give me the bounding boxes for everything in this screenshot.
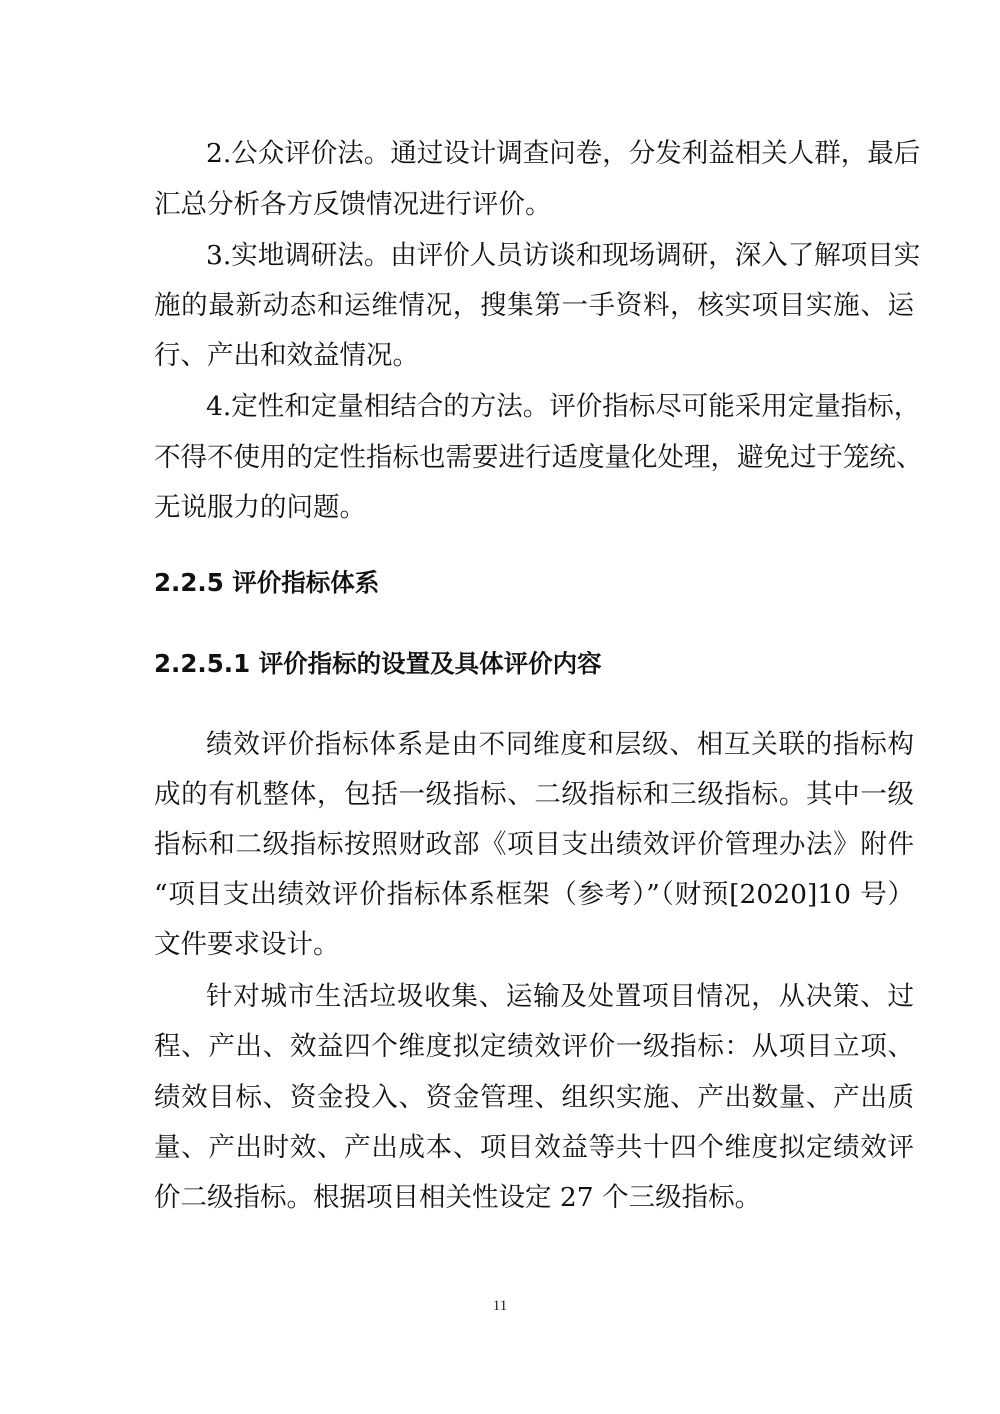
paragraph-line: 绩效评价指标体系是由不同维度和层级、相互关联的指标构: [206, 729, 914, 760]
paragraph-line: 3.实地调研法。由评价人员访谈和现场调研，深入了解项目实: [206, 240, 921, 271]
paragraph-line: “项目支出绩效评价指标体系框架（参考）”（财预[2020]10 号）: [154, 879, 914, 910]
paragraph-line: 绩效目标、资金投入、资金管理、组织实施、产出数量、产出质: [154, 1082, 914, 1113]
paragraph-line: 无说服力的问题。: [154, 492, 366, 523]
subsection-heading: 2.2.5.1 评价指标的设置及具体评价内容: [154, 649, 602, 678]
paragraph-line: 4.定性和定量相结合的方法。评价指标尽可能采用定量指标，: [206, 391, 921, 422]
paragraph-line: 2.公众评价法。通过设计调查问卷，分发利益相关人群，最后: [206, 138, 921, 169]
paragraph-line: 程、产出、效益四个维度拟定绩效评价一级指标：从项目立项、: [154, 1031, 914, 1062]
paragraph-line: 汇总分析各方反馈情况进行评价。: [154, 189, 552, 220]
section-heading: 2.2.5 评价指标体系: [154, 568, 380, 597]
paragraph-line: 不得不使用的定性指标也需要进行适度量化处理，避免过于笼统、: [154, 442, 923, 473]
paragraph-line: 针对城市生活垃圾收集、运输及处置项目情况，从决策、过: [206, 981, 914, 1012]
paragraph-line: 指标和二级指标按照财政部《项目支出绩效评价管理办法》附件: [154, 829, 914, 860]
paragraph-line: 行、产出和效益情况。: [154, 340, 419, 371]
paragraph-line: 量、产出时效、产出成本、项目效益等共十四个维度拟定绩效评: [154, 1132, 914, 1163]
paragraph-line: 价二级指标。根据项目相关性设定 27 个三级指标。: [154, 1182, 762, 1213]
paragraph-line: 文件要求设计。: [154, 929, 340, 960]
page-number: 11: [492, 1298, 508, 1314]
paragraph-line: 成的有机整体，包括一级指标、二级指标和三级指标。其中一级: [154, 779, 914, 810]
paragraph-line: 施的最新动态和运维情况，搜集第一手资料，核实项目实施、运: [154, 290, 914, 321]
